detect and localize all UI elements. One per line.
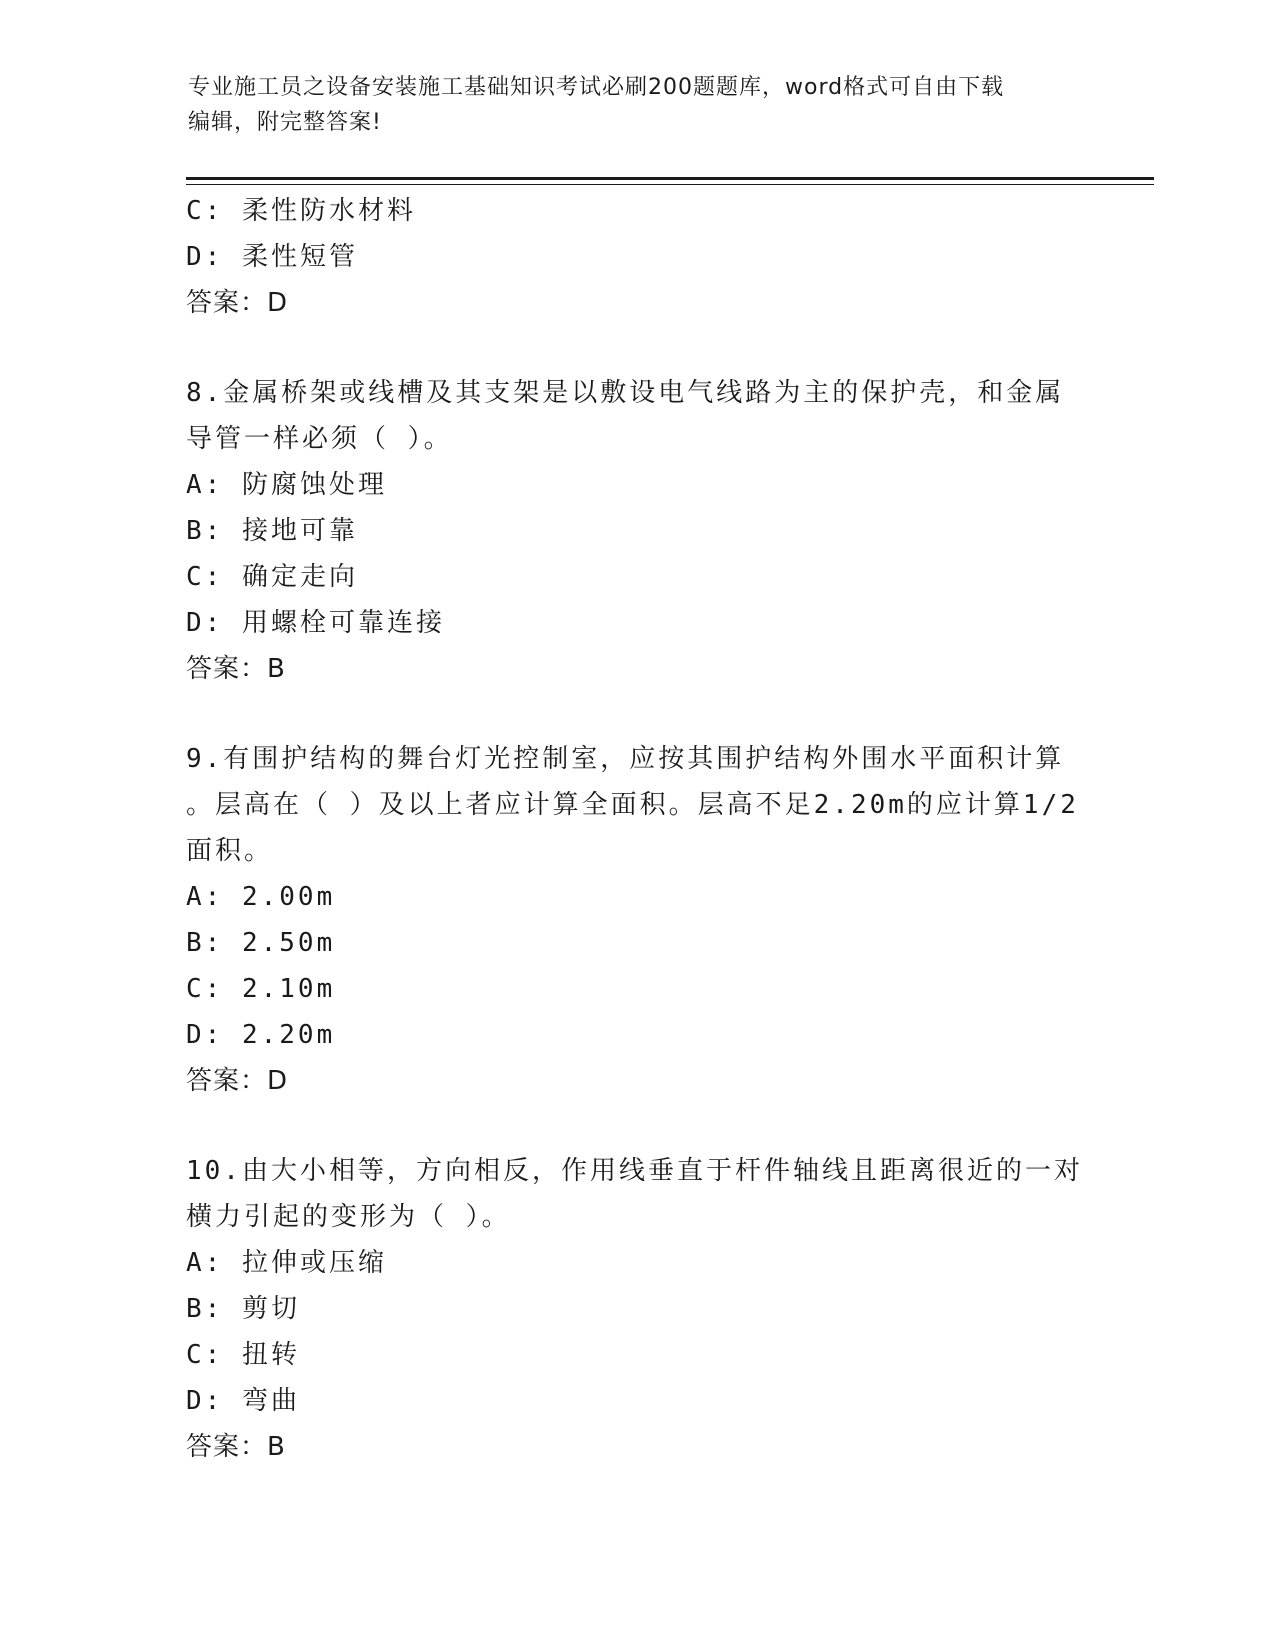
header-line-1: 专业施工员之设备安装施工基础知识考试必刷200题题库，word格式可自由下载 <box>188 75 1005 100</box>
option-b: B: 2.50m <box>186 928 336 958</box>
header-rule-thick <box>186 177 1154 180</box>
answer-line: 答案：B <box>186 1432 286 1462</box>
spacer <box>186 1104 1086 1148</box>
option-c: C: 扭转 <box>186 1340 300 1370</box>
question-text-line: 。层高在（ ）及以上者应计算全面积。层高不足2.20m的应计算1/2 <box>186 790 1079 820</box>
question-text-line: 面积。 <box>186 836 274 866</box>
question-content <box>186 188 1086 1470</box>
option-b: B: 剪切 <box>186 1294 300 1324</box>
question-text-line: 8.金属桥架或线槽及其支架是以敷设电气线路为主的保护壳，和金属 <box>186 378 1065 408</box>
document-header <box>188 70 1088 140</box>
answer-line: 答案：B <box>186 654 286 684</box>
question-9 <box>186 736 1086 1104</box>
spacer <box>186 326 1086 370</box>
option-a: A: 2.00m <box>186 882 336 912</box>
option-c: C: 2.10m <box>186 974 336 1004</box>
answer-line: 答案：D <box>186 1066 289 1096</box>
option-c: C: 柔性防水材料 <box>186 196 416 226</box>
question-text-line: 10.由大小相等，方向相反，作用线垂直于杆件轴线且距离很近的一对 <box>186 1156 1083 1186</box>
option-c: C: 确定走向 <box>186 562 358 592</box>
option-d: D: 2.20m <box>186 1020 336 1050</box>
option-a: A: 防腐蚀处理 <box>186 470 387 500</box>
previous-question-tail <box>186 188 1086 326</box>
option-b: B: 接地可靠 <box>186 516 358 546</box>
question-8 <box>186 370 1086 692</box>
option-d: D: 用螺栓可靠连接 <box>186 608 445 638</box>
option-d: D: 柔性短管 <box>186 242 358 272</box>
question-text-line: 9.有围护结构的舞台灯光控制室，应按其围护结构外围水平面积计算 <box>186 744 1065 774</box>
question-text-line: 横力引起的变形为（ ）。 <box>186 1202 511 1232</box>
question-10 <box>186 1148 1086 1470</box>
header-rule-thin <box>186 184 1154 185</box>
spacer <box>186 692 1086 736</box>
option-d: D: 弯曲 <box>186 1386 300 1416</box>
answer-line: 答案：D <box>186 288 289 318</box>
option-a: A: 拉伸或压缩 <box>186 1248 387 1278</box>
header-line-2: 编辑，附完整答案! <box>188 110 382 135</box>
question-text-line: 导管一样必须（ ）。 <box>186 424 453 454</box>
